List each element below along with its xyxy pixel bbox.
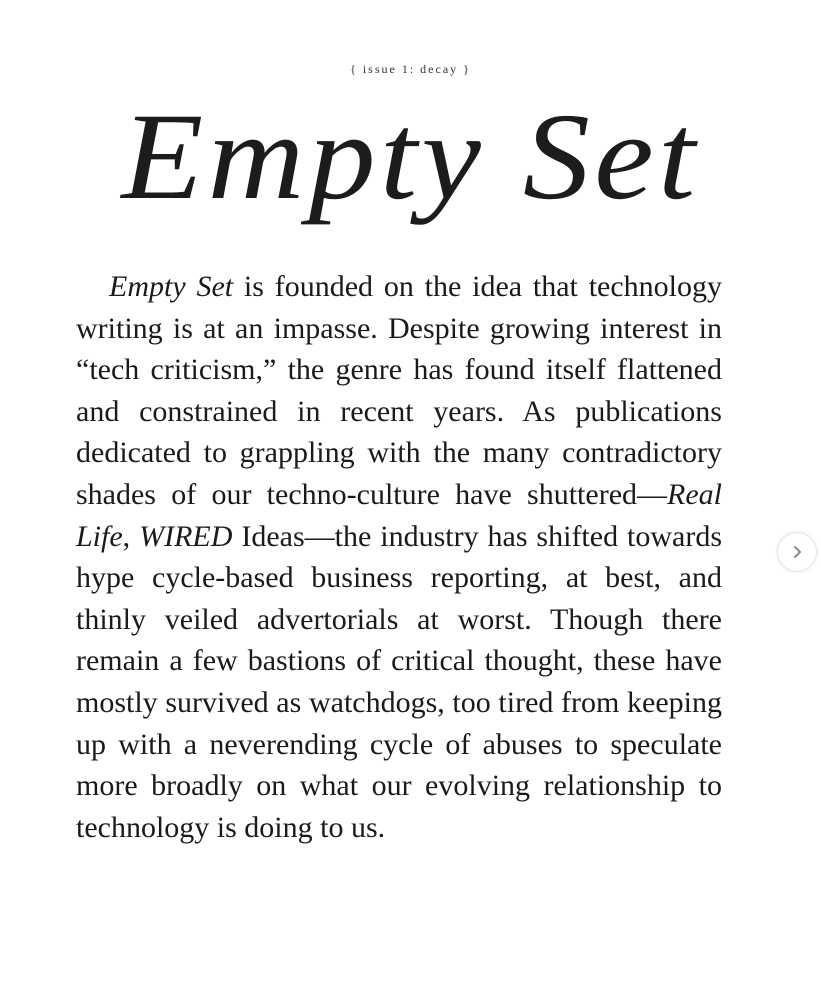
page-title: Empty Set [121,88,700,225]
body-text-segment: Ideas—the industry has shifted towards hype cycle-based business reporting, at best, and thinly veiled advertorials at worst. Though there remain a few bastions of critical thought, these have mostly survived as watchdogs, too tired from keeping up with a neverending cycle of abuses to speculate more broadly on what our evolving relationship to technology is doing to us. [76,519,722,844]
publication-name-real-life: Real Life [76,477,722,553]
publication-name: Empty Set [109,270,234,303]
body-text-segment: , [122,519,140,553]
issue-label: { issue 1: decay } [350,62,471,76]
body-text-segment: is founded on the idea that technology writing is at an impasse. Despite growing interest in “tech criticism,” the genre has found itself flattened and constrained in recent years. As publications dedicated to grappling with the many contradictory shades of our techno-culture have shuttered— [76,270,723,511]
body-paragraph [76,266,722,848]
publication-name-wired: WIRED [139,519,233,553]
next-slide-button[interactable] [778,533,816,571]
chevron-right-icon [789,544,805,560]
